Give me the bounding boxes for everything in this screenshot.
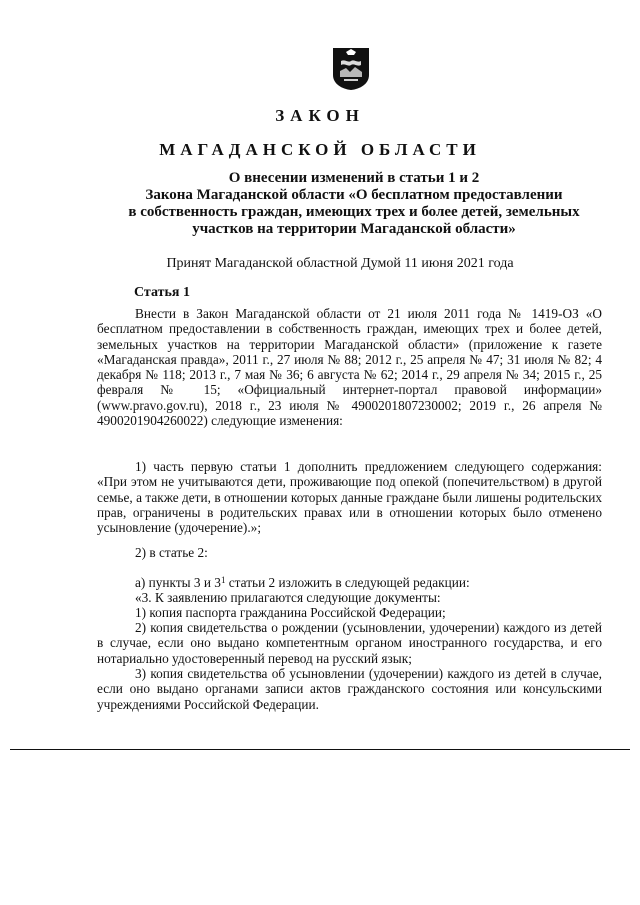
adoption-note: Принят Магаданской областной Думой 11 июня 2021 года: [166, 256, 514, 271]
document-2: 2) копия свидетельства о рождении (усыновлении, удочерении) каждого из детей в случае, если оно выдано компетентным органом иностранного государства, и его нотариально удостоверенный перевод на русский язык;: [97, 620, 602, 666]
subject-line: О внесении изменений в статьи 1 и 2: [228, 170, 480, 186]
subject-line: Закона Магаданской области «О бесплатном предоставлении: [145, 187, 563, 203]
quote-paragraph: «3. К заявлению прилагаются следующие документы:: [135, 590, 441, 605]
subject-line: в собственность граждан, имеющих трех и более детей, земельных: [128, 204, 580, 220]
footnote-separator: [10, 749, 630, 750]
item-2a-superscript: 1: [220, 575, 226, 585]
item-2a-text: а) пункты 3 и 3: [135, 575, 221, 590]
item-1-paragraph: 1) часть первую статьи 1 дополнить предложением следующего содержания: «При этом не учитываются дети, проживающие под опекой (попечительством) в другой семье, а также дети, в отношении которых данные граждане были лишены родительских прав, ограничены в родительских правах или в отношении которых было отменено усыновление (удочерение).»;: [97, 459, 602, 536]
law-title: ЗАКОН: [275, 106, 365, 125]
coat-of-arms-icon: [332, 47, 370, 91]
subject-line: участков на территории Магаданской области»: [192, 221, 516, 237]
article-heading: Статья 1: [134, 285, 190, 300]
document-3: 3) копия свидетельства об усыновлении (удочерении) каждого из детей в случае, если оно выдано органами записи актов гражданского состояния или консульскими учреждениями Российской Федерации.: [97, 666, 602, 712]
document-1: 1) копия паспорта гражданина Российской Федерации;: [135, 605, 446, 620]
item-2a-paragraph: [97, 575, 602, 590]
law-subject: [100, 170, 608, 238]
item-2-paragraph: 2) в статье 2:: [135, 545, 208, 560]
intro-paragraph: Внести в Закон Магаданской области от 21 июля 2011 года № 1419-ОЗ «О бесплатном предоставлении в собственность граждан, имеющих трех и более детей, земельных участков на территории Магаданской области» (приложение к газете «Магаданская правда», 2011 г., 27 июля № 88; 2012 г., 25 апреля № 47; 31 июля № 82; 4 декабря № 118; 2013 г., 7 мая № 36; 6 августа № 62; 2014 г., 29 апреля № 34; 2015 г., 25 февраля № 15; «Официальный интернет-портал правовой информации» (www.pravo.gov.ru), 2018 г., 23 июля № 4900201807230002; 2019 г., 26 апреля № 4900201904260022) следующие изменения:: [97, 306, 602, 429]
item-2a-text-end: статьи 2 изложить в следующей редакции:: [225, 575, 470, 590]
region-title: МАГАДАНСКОЙ ОБЛАСТИ: [159, 140, 481, 159]
